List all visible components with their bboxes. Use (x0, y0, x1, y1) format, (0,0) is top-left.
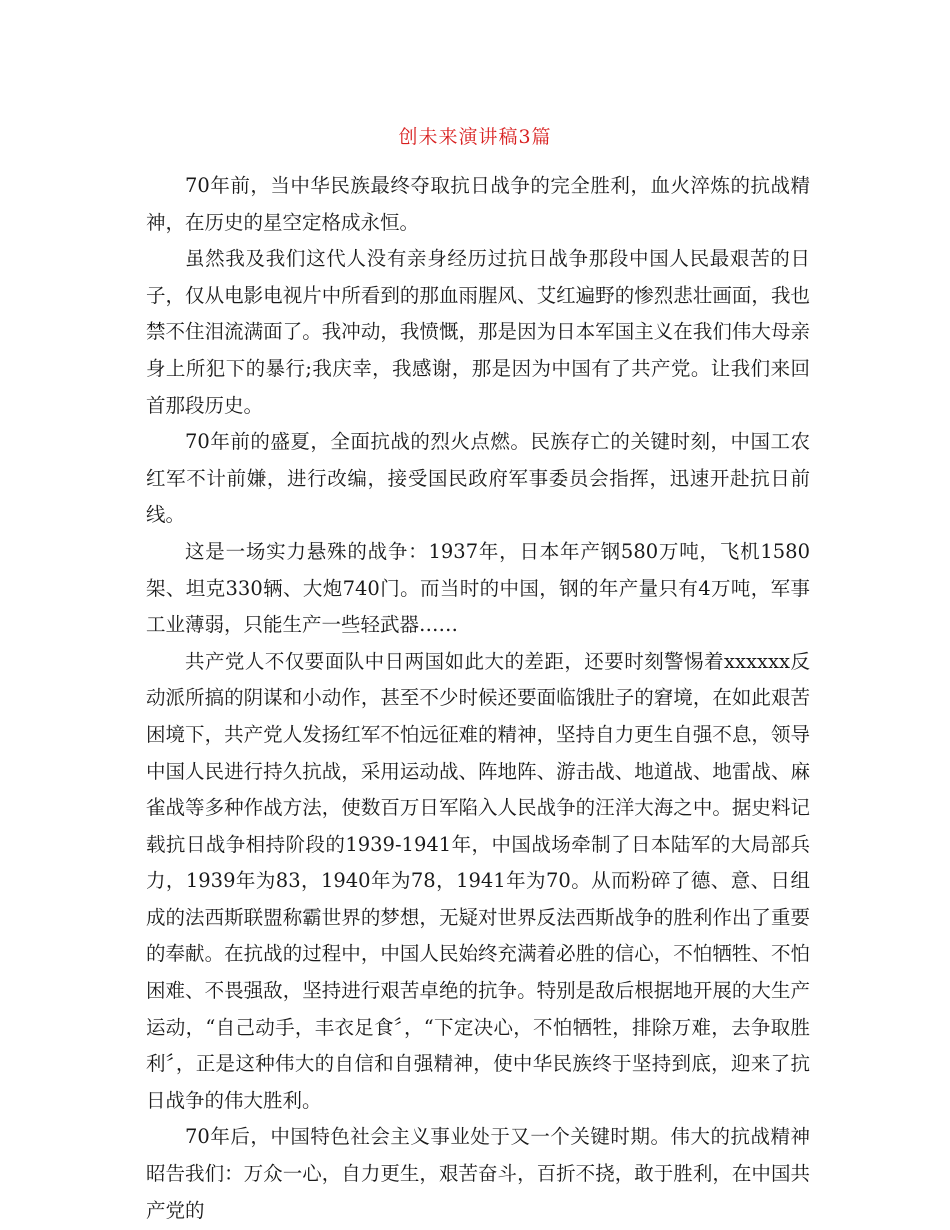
paragraph-5: 共产党人不仅要面队中日两国如此大的差距，还要时刻警惕着xxxxxx反动派所搞的阴谋和小动作，甚至不少时候还要面临饿肚子的窘境，在如此艰苦困境下，共产党人发扬红军不怕远征难的精神，坚持自力更生自强不息，领导中国人民进行持久抗战，采用运动战、阵地阵、游击战、地道战、地雷战、麻雀战等多种作战方法，使数百万日军陷入人民战争的汪洋大海之中。据史料记载抗日战争相持阶段的1939-1941年，中国战场牵制了日本陆军的大局部兵力，1939年为83，1940年为78，1941年为70。从而粉碎了德、意、日组成的法西斯联盟称霸世界的梦想，无疑对世界反法西斯战争的胜利作出了重要的奉献。在抗战的过程中，中国人民始终充满着必胜的信心，不怕牺牲、不怕困难、不畏强敌，坚持进行艰苦卓绝的抗争。特别是敌后根据地开展的大生产运动，“自己动手，丰衣足食〞，“下定决心，不怕牺牲，排除万难，去争取胜利〞，正是这种伟大的自信和自强精神，使中华民族终于坚持到底，迎来了抗日战争的伟大胜利。 (146, 649, 810, 1112)
document-title: 创未来演讲稿3篇 (398, 126, 552, 148)
paragraph-4: 这是一场实力悬殊的战争：1937年，日本年产钢580万吨，飞机1580架、坦克330辆、大炮740门。而当时的中国，钢的年产量只有4万吨，军事工业薄弱，只能生产一些轻武器…… (146, 539, 810, 637)
paragraph-1: 70年前，当中华民族最终夺取抗日战争的完全胜利，血火淬炼的抗战精神，在历史的星空定格成永恒。 (146, 174, 810, 234)
paragraph-3: 70年前的盛夏，全面抗战的烈火点燃。民族存亡的关键时刻，中国工农红军不计前嫌，进行改编，接受国民政府军事委员会指挥，迅速开赴抗日前线。 (146, 430, 810, 527)
paragraph-2: 虽然我及我们这代人没有亲身经历过抗日战争那段中国人民最艰苦的日子，仅从电影电视片中所看到的那血雨腥风、艾红遍野的惨烈悲壮画面，我也禁不住泪流满面了。我冲动，我愤慨，那是因为日本军国主义在我们伟大母亲身上所犯下的暴行;我庆幸，我感谢，那是因为中国有了共产党。让我们来回首那段历史。 (146, 247, 810, 417)
paragraph-6: 70年后，中国特色社会主义事业处于又一个关键时期。伟大的抗战精神昭告我们：万众一心，自力更生，艰苦奋斗，百折不挠，敢于胜利，在中国共产党的 (146, 1125, 810, 1222)
document-body (146, 168, 810, 1229)
